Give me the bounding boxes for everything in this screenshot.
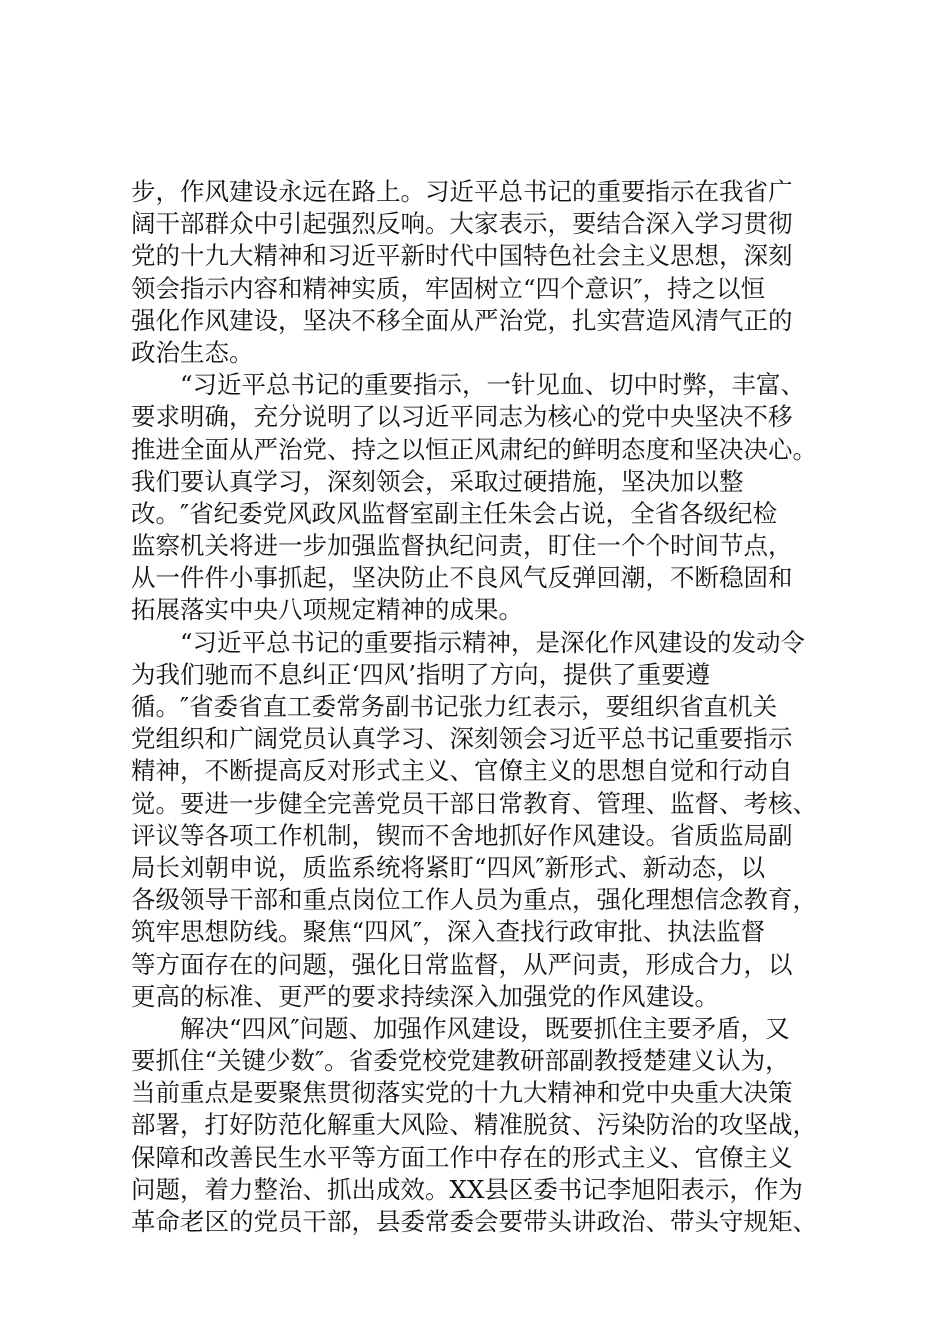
text-line: 强化作风建设，坚决不移全面从严治党，扎实营造风清气正的 bbox=[131, 305, 793, 335]
text-line: 革命老区的党员干部，县委常委会要带头讲政治、带头守规矩、 bbox=[131, 1207, 817, 1236]
text-line: 步，作风建设永远在路上。习近平总书记的重要指示在我省广 bbox=[131, 177, 793, 206]
text-line: 要抓住“关键少数″。省委党校党建教研部副教授楚建义认为， bbox=[131, 1046, 790, 1076]
text-line: “习近平总书记的重要指示精神，是深化作风建设的发动令 bbox=[131, 627, 806, 657]
text-line: 评议等各项工作机制，锲而不舍地抓好作风建设。省质监局副 bbox=[131, 820, 793, 850]
text-line: 从一件件小事抓起，坚决防止不良风气反弹回潮，不断稳固和 bbox=[131, 563, 793, 593]
text-line: 保障和改善民生水平等方面工作中存在的形式主义、官僚主义 bbox=[131, 1142, 793, 1172]
text-line: 推进全面从严治党、持之以恒正风肃纪的鲜明态度和坚决决心。 bbox=[131, 434, 817, 464]
text-line: 党组织和广阔党员认真学习、深刻领会习近平总书记重要指示 bbox=[131, 724, 793, 754]
text-line: 我们要认真学习，深刻领会，采取过硬措施，坚决加以整 bbox=[131, 466, 744, 496]
text-line: 为我们驰而不息纠正‘四风’指明了方向，提供了重要遵 bbox=[131, 659, 711, 689]
text-line: 阔干部群众中引起强烈反响。大家表示，要结合深入学习贯彻 bbox=[131, 209, 793, 239]
text-line: 循。″省委省直工委常务副书记张力红表示，要组织省直机关 bbox=[131, 692, 778, 721]
text-line: 等方面存在的问题，强化日常监督，从严问责，形成合力，以 bbox=[131, 949, 793, 979]
text-line: 拓展落实中央八项规定精神的成果。 bbox=[131, 595, 523, 625]
text-line: 要求明确，充分说明了以习近平同志为核心的党中央坚决不移 bbox=[131, 402, 793, 432]
text-line: 问题，着力整治、抓出成效。XX县区委书记李旭阳表示，作为 bbox=[131, 1174, 803, 1204]
text-line: 筑牢思想防线。聚焦“四风″，深入查找行政审批、执法监督 bbox=[131, 917, 766, 947]
text-line: 政治生态。 bbox=[131, 337, 254, 367]
text-line: 当前重点是要聚焦贯彻落实党的十九大精神和党中央重大决策 bbox=[131, 1078, 793, 1108]
text-line: 觉。要进一步健全完善党员干部日常教育、管理、监督、考核、 bbox=[131, 788, 817, 818]
text-line: 改。″省纪委党风政风监督室副主任朱会占说，全省各级纪检 bbox=[131, 498, 778, 528]
text-line: 部署，打好防范化解重大风险、精准脱贫、污染防治的攻坚战， bbox=[131, 1110, 817, 1140]
text-line: 局长刘朝申说，质监系统将紧盯“四风″新形式、新动态，以 bbox=[131, 852, 766, 882]
text-line: 党的十九大精神和习近平新时代中国特色社会主义思想，深刻 bbox=[131, 241, 793, 271]
text-line: 更高的标准、更严的要求持续深入加强党的作风建设。 bbox=[131, 981, 719, 1011]
text-line: 解决“四风″问题、加强作风建设，既要抓住主要矛盾，又 bbox=[131, 1013, 790, 1043]
text-line: 监察机关将进一步加强监督执纪问责，盯住一个个时间节点， bbox=[131, 531, 793, 561]
text-line: “习近平总书记的重要指示，一针见血、切中时弊，丰富、 bbox=[131, 370, 806, 400]
article-body bbox=[131, 176, 831, 1238]
text-line: 各级领导干部和重点岗位工作人员为重点，强化理想信念教育， bbox=[131, 885, 817, 915]
text-line: 精神，不断提高反对形式主义、官僚主义的思想自觉和行动自 bbox=[131, 756, 793, 786]
text-line: 领会指示内容和精神实质，牢固树立“四个意识″，持之以恒 bbox=[131, 273, 766, 303]
